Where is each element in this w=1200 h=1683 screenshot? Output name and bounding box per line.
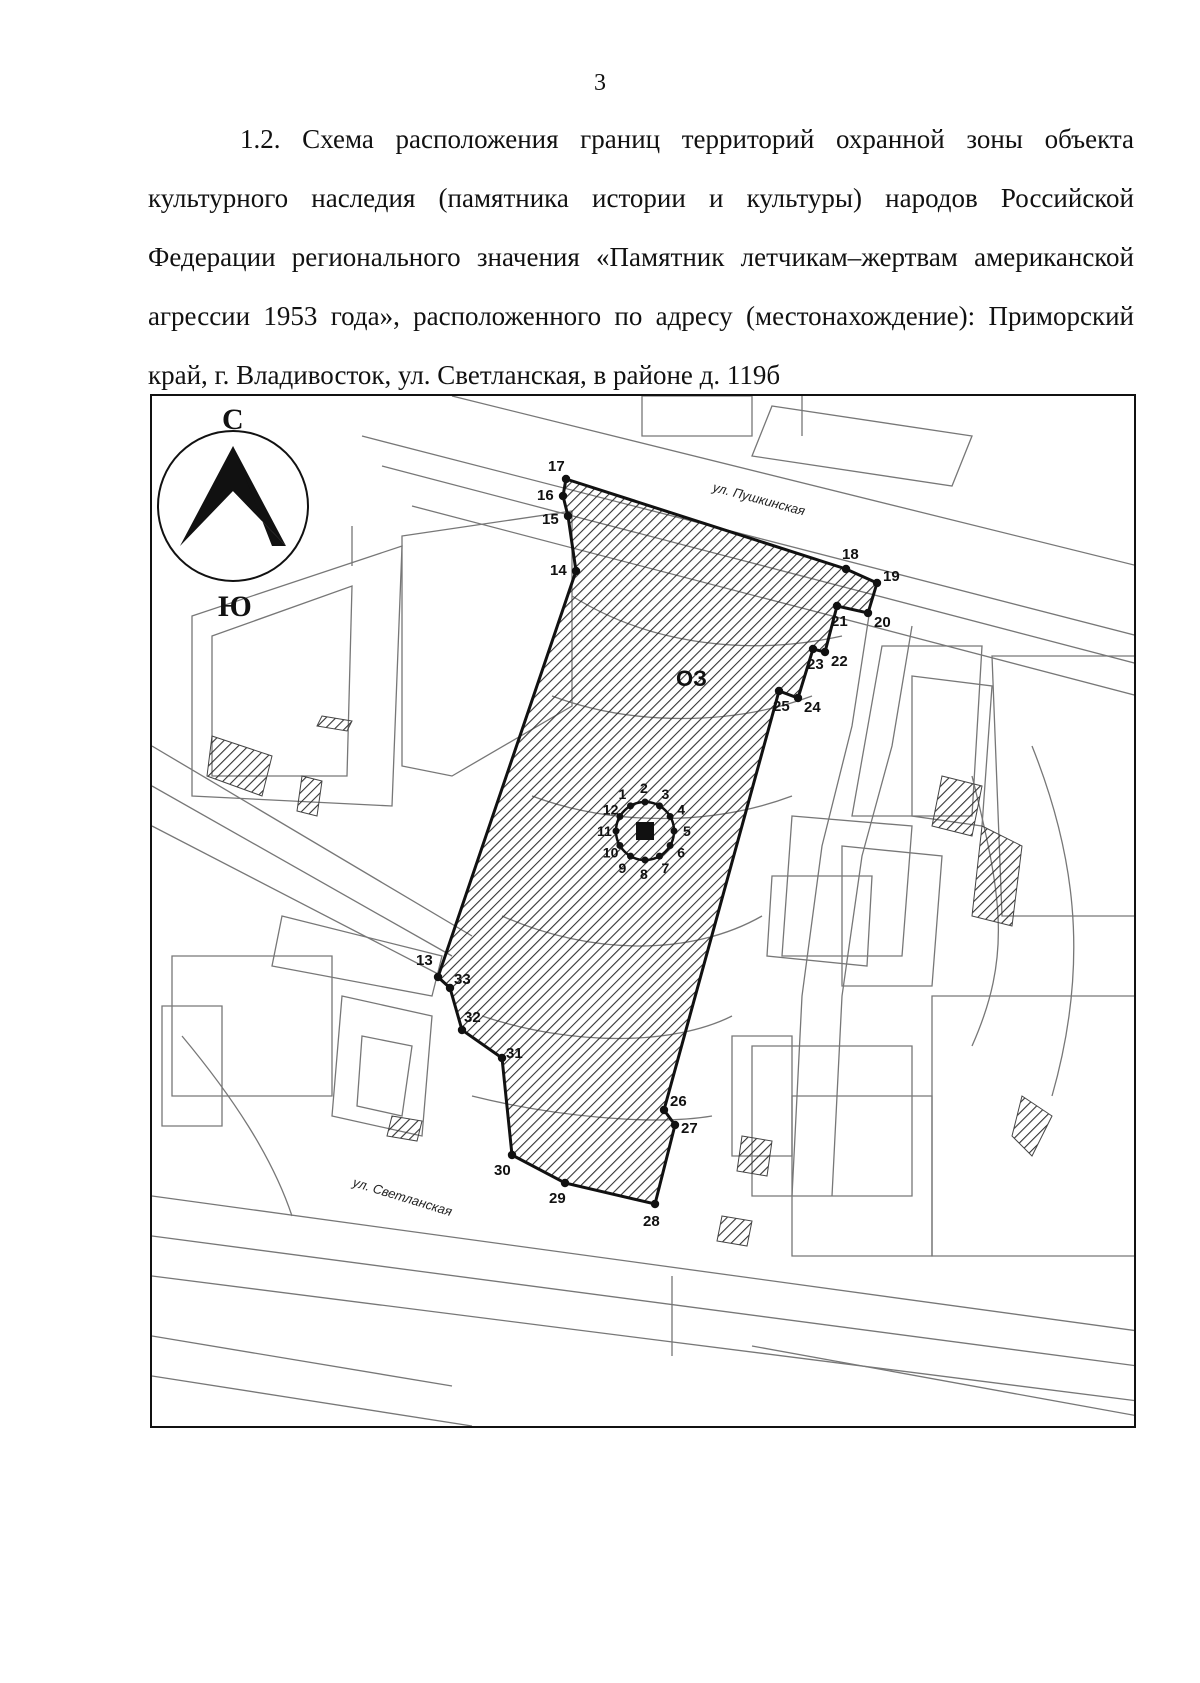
boundary-point-14-marker [572, 567, 580, 575]
compass-north-label: С [222, 403, 244, 436]
boundary-point-26-label: 26 [670, 1093, 687, 1110]
boundary-point-24-label: 24 [804, 699, 821, 716]
boundary-point-33-label: 33 [454, 971, 471, 988]
monument-point-5-marker [671, 828, 678, 835]
monument-point-7-marker [656, 853, 663, 860]
street-label-svetlanskaya: ул. Светланская [351, 1174, 454, 1219]
monument-point-5-label: 5 [683, 823, 691, 839]
map-scheme [150, 394, 1136, 1428]
monument-point-3-label: 3 [661, 785, 670, 802]
boundary-point-25-marker [775, 687, 783, 695]
boundary-point-20-label: 20 [874, 614, 891, 631]
north-arrow [158, 403, 308, 623]
boundary-point-13-label: 13 [416, 952, 433, 969]
boundary-point-29-label: 29 [549, 1190, 566, 1207]
boundary-point-23-label: 23 [807, 656, 824, 673]
boundary-point-18-label: 18 [842, 546, 859, 563]
boundary-point-23-marker [809, 645, 817, 653]
boundary-point-19-label: 19 [883, 568, 900, 585]
protection-zone-area [438, 479, 877, 1204]
boundary-point-15-label: 15 [542, 511, 559, 528]
boundary-point-27-label: 27 [681, 1120, 698, 1137]
boundary-point-17-marker [562, 475, 570, 483]
boundary-point-30-label: 30 [494, 1162, 511, 1179]
boundary-point-21-marker [833, 602, 841, 610]
monument-point-11-label: 11 [597, 823, 612, 839]
monument-point-10-label: 10 [602, 844, 619, 861]
boundary-point-13-marker [434, 973, 442, 981]
document-caption [148, 110, 1134, 405]
boundary-point-28-label: 28 [643, 1213, 660, 1230]
boundary-point-31-label: 31 [506, 1045, 523, 1062]
monument-point-6-label: 6 [677, 844, 685, 861]
monument-point-2-marker [642, 799, 649, 806]
boundary-point-22-marker [821, 648, 829, 656]
monument-point-12-label: 12 [602, 801, 619, 818]
monument-point-8-label: 8 [640, 866, 648, 882]
street-label-pushkinskaya: ул. Пушкинская [711, 479, 807, 519]
monument-point-2-label: 2 [640, 780, 648, 796]
boundary-point-17-label: 17 [548, 458, 565, 475]
boundary-point-27-marker [671, 1121, 679, 1129]
monument-point-4-marker [667, 813, 674, 820]
page-number: 3 [594, 70, 606, 96]
monument-point-4-label: 4 [677, 801, 685, 818]
monument-point-9-marker [627, 853, 634, 860]
boundary-point-29-marker [561, 1179, 569, 1187]
boundary-point-16-label: 16 [537, 487, 554, 504]
boundary-point-16-marker [559, 492, 567, 500]
boundary-point-24-marker [794, 694, 802, 702]
boundary-point-15-marker [564, 512, 572, 520]
boundary-point-32-marker [458, 1026, 466, 1034]
boundary-point-19-marker [873, 579, 881, 587]
boundary-point-28-marker [651, 1200, 659, 1208]
boundary-point-18-marker [842, 565, 850, 573]
boundary-point-25-label: 25 [773, 698, 790, 715]
zone-label: ОЗ [676, 666, 707, 691]
boundary-point-22-label: 22 [831, 653, 848, 670]
monument-point-8-marker [642, 857, 649, 864]
monument-point-3-marker [656, 802, 663, 809]
monument-point-11-marker [613, 828, 620, 835]
boundary-point-21-label: 21 [831, 613, 848, 630]
boundary-point-26-marker [660, 1106, 668, 1114]
boundary-point-30-marker [508, 1151, 516, 1159]
compass-south-label: Ю [218, 590, 252, 623]
boundary-point-20-marker [864, 609, 872, 617]
boundary-point-14-label: 14 [550, 562, 567, 579]
boundary-point-31-marker [498, 1054, 506, 1062]
map-drawing [152, 396, 1136, 1428]
monument-point-1-label: 1 [618, 785, 627, 802]
boundary-point-32-label: 32 [464, 1009, 481, 1026]
monument-point-7-label: 7 [661, 860, 670, 877]
boundary-point-33-marker [446, 984, 454, 992]
monument-point-9-label: 9 [618, 860, 627, 877]
monument-point-1-marker [627, 802, 634, 809]
caption-text: 1.2. Схема расположения границ территорий охранной зоны объекта культурного наследия (памятника истории и культуры) народов Российской Федерации регионального значения «Памятник летчикам–жертвам американской агрессии 1953 года», расположенного по адресу (местонахождение): Приморский край, г. Владивосток, ул. Светланская, в районе д. 119б [148, 124, 1134, 390]
monument-point-6-marker [667, 842, 674, 849]
